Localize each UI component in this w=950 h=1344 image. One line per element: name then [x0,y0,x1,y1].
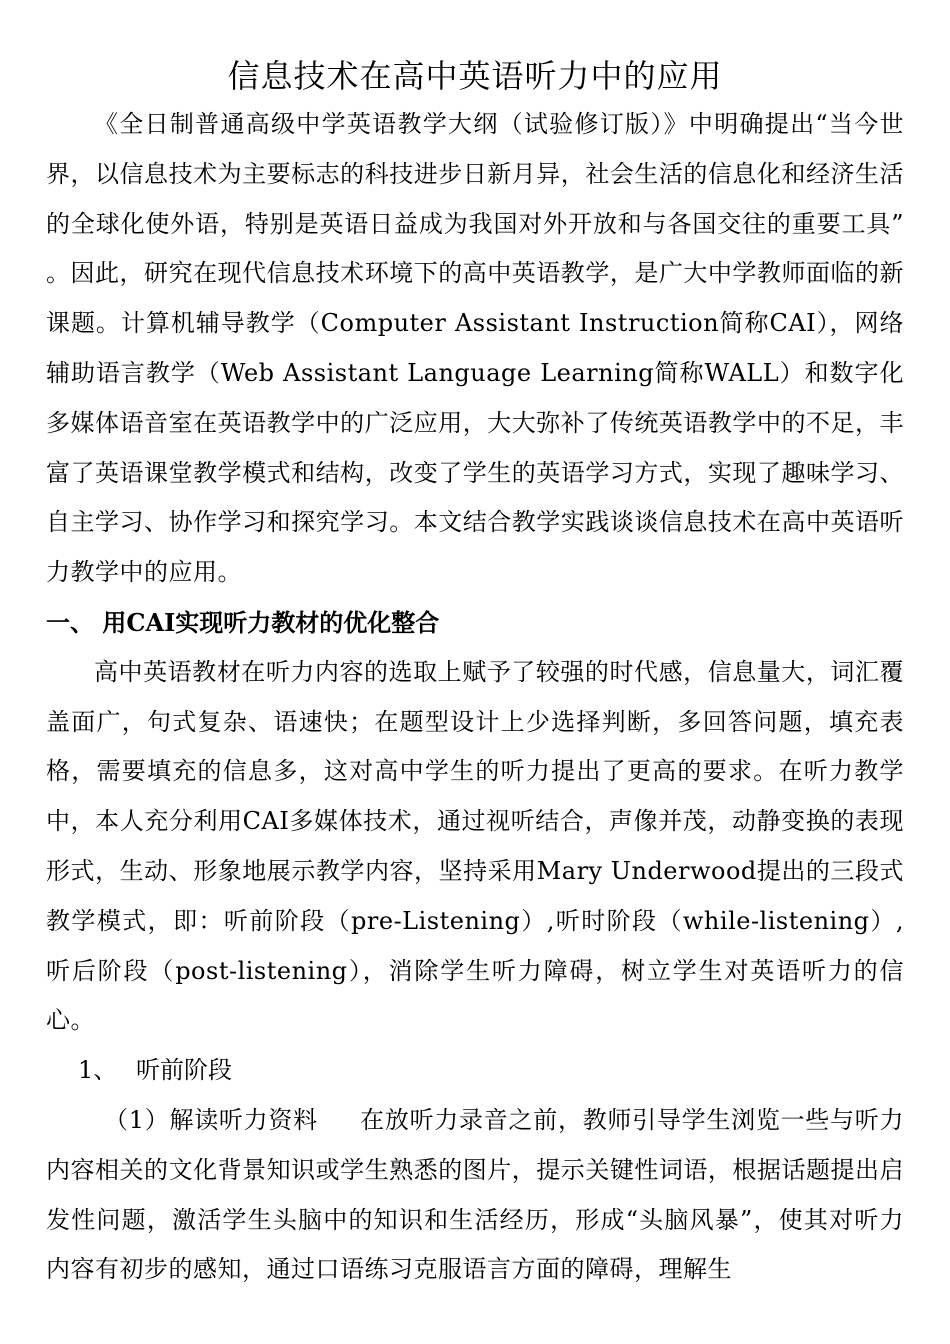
section-heading-1: 一、 用CAI实现听力教材的优化整合 [46,607,440,637]
item-text: 在放听力录音之前，教师引导学生浏览一些与听力内容相关的文化背景知识或学生熟悉的图片，提示关键性词语，根据话题提出启发性问题，激活学生头脑中的知识和生活经历，形成“头脑风暴”，使其对听力内容有初步的感知，通过口语练习克服语言方面的障碍，理解生 [46,1105,904,1284]
item-label: （1）解读听力资料 [104,1105,318,1134]
subsection-heading-1 [46,1046,904,1096]
subsection-title: 听前阶段 [136,1056,232,1085]
document-page [46,52,904,1295]
section-1-paragraph: 高中英语教材在听力内容的选取上赋予了较强的时代感，信息量大，词汇覆盖面广，句式复杂、语速快；在题型设计上少选择判断，多回答问题，填充表格，需要填充的信息多，这对高中学生的听力提出了更高的要求。在听力教学中，本人充分利用CAI多媒体技术，通过视听结合，声像并茂，动静变换的表现形式，生动、形象地展示教学内容，坚持采用Mary Underwood提出的三段式教学模式，即：听前阶段（pre-Listening）,听时阶段（while-listening）,听后阶段（post-listening），消除学生听力障碍，树立学生对英语听力的信心。 [46,657,904,1035]
subsection-number: 1、 [78,1056,118,1085]
intro-paragraph: 《全日制普通高级中学英语教学大纲（试验修订版）》中明确提出“当今世界，以信息技术为主要标志的科技进步日新月异，社会生活的信息化和经济生活的全球化使外语，特别是英语日益成为我国对外开放和与各国交往的重要工具” 。因此，研究在现代信息技术环境下的高中英语教学，是广大中学教师面临的新课题。计算机辅导教学（Computer Assistant Instruction简称CAI），网络辅助语言教学（Web Assistant Language Learning简称WALL）和数字化多媒体语音室在英语教学中的广泛应用，大大弥补了传统英语教学中的不足，丰富了英语课堂教学模式和结构，改变了学生的英语学习方式，实现了趣味学习、自主学习、协作学习和探究学习。本文结合教学实践谈谈信息技术在高中英语听力教学中的应用。 [46,110,904,587]
item-1-paragraph [46,1096,904,1295]
document-title: 信息技术在高中英语听力中的应用 [227,57,723,95]
